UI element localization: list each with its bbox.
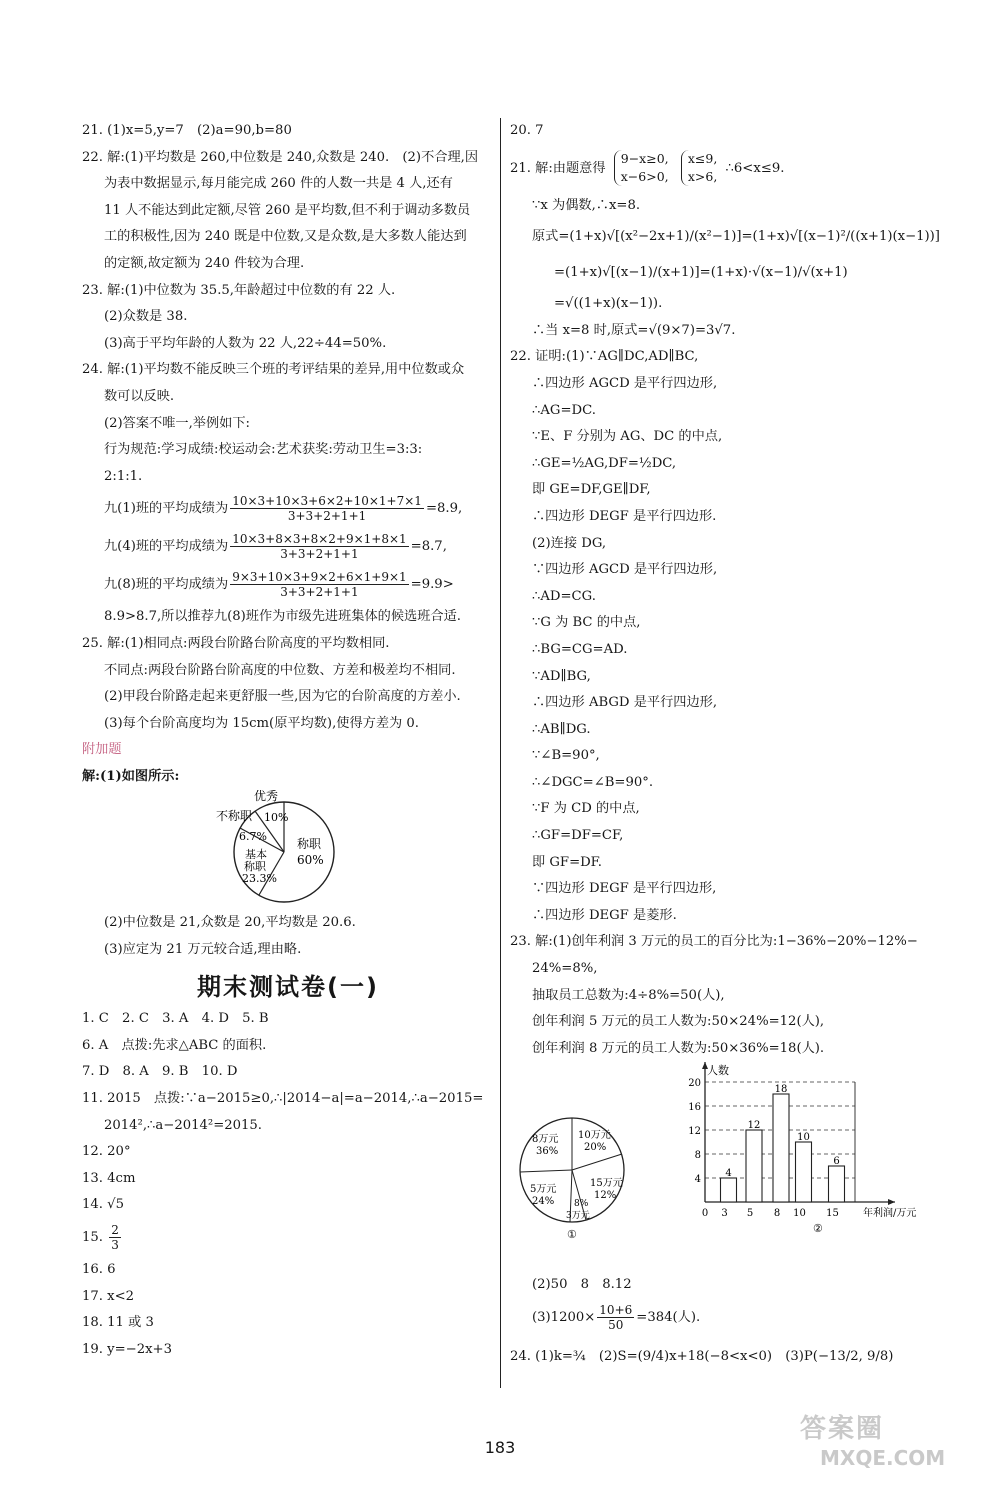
svg-text:36%: 36% xyxy=(536,1146,559,1158)
bar xyxy=(829,1166,845,1202)
x-tick-label: 15 xyxy=(826,1208,839,1220)
svg-text:6.7%: 6.7% xyxy=(239,830,267,844)
answer-r23: 23. 解:(1)创年利润 3 万元的员工的百分比为:1−36%−20%−12%− 24%=8%, 抽取员工总数为:4÷8%=50(人), 创年利润 5 万元的员工人数为:50×24%=12(人), 创年利润 8 万元的员工人数为:50×36%=18(人). xyxy=(510,934,918,1056)
x-tick-label: 3 xyxy=(721,1208,728,1220)
svg-text:8万元: 8万元 xyxy=(532,1134,559,1146)
bar-value-label: 4 xyxy=(725,1168,732,1180)
bar xyxy=(746,1130,762,1202)
pie-label-unqualified: 不称职 xyxy=(216,809,253,824)
answer-15: 15. $\frac{2}{3}$ xyxy=(82,1223,119,1252)
bar-value-label: 10 xyxy=(797,1132,810,1144)
svg-text:3万元: 3万元 xyxy=(566,1211,590,1222)
svg-text:8%: 8% xyxy=(574,1199,589,1210)
pie-chart-rating xyxy=(82,790,482,910)
y-tick-label: 16 xyxy=(688,1102,701,1114)
x-tick-label: 5 xyxy=(746,1208,754,1220)
watermark-url: MXQE.COM xyxy=(820,1446,946,1470)
bar-value-label: 18 xyxy=(774,1084,788,1096)
right-column: 20. 7 21. 解:由题意得 9−x≥0, x−6>0, x≤9, x>6, ∴6<x≤9. ∵x 为偶数,∴x=8. 原式=(1+x)√[(x²−2x+1)/(x²−1)]=(1+x)√[(x−1)²/((x+1)(x−1))] =(1+x)√[(x−1)/(x+1)]=(1+x)·√(x−1)/√(x+1) =√((1+x)(x−1)). ∴当 x=8 时,原式=√(9×7)=3√7. 22. 证明:(1)∵AG∥DC,AD∥BC, ∴四边形 AGCD 是平行四边形, ∴AG=DC. ∵E、F 分别为 AG、DC 的中点, ∴GE=½AG,DF=½DC, 即 GE=DF,GE∥DF, ∴四边形 DEGF 是平行四边形. (2)连接 DG, ∵四边形 AGCD 是平行四边形, ∴AD=CG. ∵G 为 BC 的中点, ∴BG=CG=AD. ∵AD∥BG, ∴四边形 ABGD 是平行四边形, ∴AB∥DG. ∵∠B=90°, ∴∠DGC=∠B=90°. ∵F 为 CD 的中点, ∴GF=DF=CF, 即 GF=DF. ∵四边形 DEGF 是平行四边形, ∴四边形 DEGF 是菱形. 23. 解:(1)创年利润 3 万元的员工的百分比为:1−36%−20%−12%− 24%=8%, 抽取员工总数为:4÷8%=50(人), 创年利润 5 万元的员工人数为:50×24%=12(人), 创年利润 8 万元的员工人数为:50×36%=18(人). 8万元 36% 10万元 20% 5万元 24% 15万元 12% 8% 3万元 ① 4 8 12 16 20 人数 0 3 5 8 10 15 年利润/万元 4 12 18 10 6 ② (2)50 8 8.12 (3)1200× $\frac{10+6}{50}$ =384(人). 24. (1)k=¾ (2)S=(9/4)x+18(−8<x<0) (3)P(−13/2, 9/8) xyxy=(510,123,940,1364)
formula-class-4: 九(4)班的平均成绩为 $\frac{10\times 3+8\times 3+8\times 2+9\times 1+8\times 1}{3+3+2+1+1}$ =8.7, xyxy=(104,532,447,562)
x-tick-label: 10 xyxy=(793,1208,806,1220)
column-divider xyxy=(500,118,501,1388)
x-tick-label: 8 xyxy=(773,1208,781,1220)
svg-text:10%: 10% xyxy=(264,811,289,825)
pie-chart-profit xyxy=(510,1110,640,1240)
watermark-logo: 答案圈 xyxy=(800,1414,885,1444)
bar-value-label: 6 xyxy=(833,1156,840,1168)
svg-text:5万元: 5万元 xyxy=(530,1184,557,1196)
svg-text:基本: 基本 xyxy=(245,848,267,862)
svg-text:24%: 24% xyxy=(532,1196,555,1208)
svg-text:15万元: 15万元 xyxy=(590,1178,623,1190)
svg-text:20%: 20% xyxy=(584,1142,607,1154)
formula-class-8: 九(8)班的平均成绩为 $\frac{9\times 3+10\times 3+9\times 2+6\times 1+9\times 1}{3+3+2+1+1}$ =9.9> xyxy=(104,570,454,600)
x-axis-arrow xyxy=(888,1199,895,1205)
bar-value-label: 12 xyxy=(747,1120,761,1132)
svg-text:23.3%: 23.3% xyxy=(242,872,277,886)
svg-text:12%: 12% xyxy=(594,1190,617,1202)
answer-23: 23. 解:(1)中位数为 35.5,年龄超过中位数的有 22 人. (2)众数是 38. (3)高于平均年龄的人数为 22 人,22÷44=50%. xyxy=(82,282,396,351)
extra-intro: 解:(1)如图所示: xyxy=(82,768,180,784)
figures-row xyxy=(510,1062,930,1272)
pie-label-excellent: 优秀 xyxy=(254,790,279,804)
answer-r23-3: (3)1200× $\frac{10+6}{50}$ =384(人). xyxy=(532,1303,701,1332)
answer-21: 21. (1)x=5,y=7 (2)a=90,b=80 xyxy=(82,123,292,138)
bar xyxy=(796,1142,812,1202)
x-axis-label: 年利润/万元 xyxy=(863,1208,917,1220)
answer-24: 24. 解:(1)平均数不能反映三个班的考评结果的差异,用中位数或众 数可以反映. (2)答案不唯一,举例如下: 行为规范:学习成绩:校运动会:艺术获奖:劳动卫生=3:3: 2:1:1. 九(1)班的平均成绩为 $\frac{10\times 3+10\times 3+6\times 2+10\times 1+7\times 1}{3+3+2+1+1}$ =8.9, 九(4)班的平均成绩为 $\frac{10\times 3+8\times 3+8\times 2+9\times 1+8\times 1}{3+3+2+1+1}$ =8.7, 九(8)班的平均成绩为 $\frac{9\times 3+10\times 3+9\times 2+6\times 1+9\times 1}{3+3+2+1+1}$ =9.9> 8.9>8.7,所以推荐九(8)班作为市级先进班集体的候选班合适. xyxy=(82,357,494,631)
svg-text:称职: 称职 xyxy=(244,860,266,874)
svg-text:①: ① xyxy=(567,1228,577,1241)
svg-text:60%: 60% xyxy=(297,853,324,868)
y-tick-label: 12 xyxy=(688,1126,701,1138)
extra-title: 附加题 xyxy=(82,742,122,758)
answer-25: 25. 解:(1)相同点:两段台阶路台阶高度的平均数相同. 不同点:两段台阶路台阶高度的中位数、方差和极差均不相同. (2)甲段台阶路走起来更舒服一些,因为它的台阶高度的方差小. (3)每个台阶高度均为 15cm(原平均数),使得方差为 0. xyxy=(82,635,461,731)
left-column: 21. (1)x=5,y=7 (2)a=90,b=80 22. 解:(1)平均数是 260,中位数是 240,众数是 240. (2)不合理,因 为表中数据显示,每月能完成 260 件的人数一共是 4 人,还有 11 人不能达到此定额,尽管 260 是平均数,但不利于调动多数员 工的积极性,因为 240 既是中位数,又是众数,是大多数人能达到 的定额,故定额为 240 件较为合理. 23. 解:(1)中位数为 35.5,年龄超过中位数的有 22 人. (2)众数是 38. (3)高于平均年龄的人数为 22 人,22÷44=50%. 24. 解:(1)平均数不能反映三个班的考评结果的差异,用中位数或众 数可以反映. (2)答案不唯一,举例如下: 行为规范:学习成绩:校运动会:艺术获奖:劳动卫生=3:3: 2:1:1. 九(1)班的平均成绩为 $\frac{10\times 3+10\times 3+6\times 2+10\times 1+7\times 1}{3+3+2+1+1}$ =8.9, 九(4)班的平均成绩为 $\frac{10\times 3+8\times 3+8\times 2+9\times 1+8\times 1}{3+3+2+1+1}$ =8.7, 九(8)班的平均成绩为 $\frac{9\times 3+10\times 3+9\times 2+6\times 1+9\times 1}{3+3+2+1+1}$ =9.9> 8.9>8.7,所以推荐九(8)班作为市级先进班集体的候选班合适. 25. 解:(1)相同点:两段台阶路台阶高度的平均数相同. 不同点:两段台阶路台阶高度的中位数、方差和极差均不相同. (2)甲段台阶路走起来更舒服一些,因为它的台阶高度的方差小. (3)每个台阶高度均为 15cm(原平均数),使得方差为 0. 附加题 解:(1)如图所示: 优秀 不称职 10% 6.7% 基本 称职 23.3% 称职 60% (2)中位数是 21,众数是 20,平均数是 20.6. (3)应定为 21 万元较合适,理由略. 期末测试卷(一) 1. C 2. C 3. A 4. D 5. B 6. A 点拨:先求△ABC 的面积. 7. D 8. A 9. B 10. D 11. 2015 点拨:∵a−2015≥0,∴|2014−a|=a−2014,∴a−2015= 2014²,∴a−2014²=2015. 12. 20° 13. 4cm 14. √5 15. $\frac{2}{3}$ 16. 6 17. x<2 18. 11 或 3 19. y=−2x+3 xyxy=(82,118,494,1363)
y-axis-label: 人数 xyxy=(707,1064,729,1078)
bar-chart-profit xyxy=(665,1062,925,1272)
answer-r22: 22. 证明:(1)∵AG∥DC,AD∥BC, ∴四边形 AGCD 是平行四边形, ∴AG=DC. ∵E、F 分别为 AG、DC 的中点, ∴GE=½AG,DF=½DC, 即 GE=DF,GE∥DF, ∴四边形 DEGF 是平行四边形. (2)连接 DG, ∵四边形 AGCD 是平行四边形, ∴AD=CG. ∵G 为 BC 的中点, ∴BG=CG=AD. ∵AD∥BG, ∴四边形 ABGD 是平行四边形, ∴AB∥DG. ∵∠B=90°, ∴∠DGC=∠B=90°. ∵F 为 CD 的中点, ∴GF=DF=CF, 即 GF=DF. ∵四边形 DEGF 是平行四边形, ∴四边形 DEGF 是菱形. xyxy=(510,349,723,923)
y-tick-label: 20 xyxy=(688,1078,701,1090)
answer-r21-system: 21. 解:由题意得 9−x≥0, x−6>0, x≤9, x>6, ∴6<x≤9. xyxy=(510,151,785,185)
chart-caption: ② xyxy=(813,1222,823,1236)
x-tick-label: 0 xyxy=(701,1208,709,1220)
y-tick-label: 4 xyxy=(694,1174,701,1186)
answer-22: 22. 解:(1)平均数是 260,中位数是 240,众数是 240. (2)不合理,因 为表中数据显示,每月能完成 260 件的人数一共是 4 人,还有 11 人不能达到此定额,尽管 260 是平均数,但不利于调动多数员 工的积极性,因为 240 既是中位数,又是众数,是大多数人能达到 的定额,故定额为 240 件较为合理. xyxy=(82,149,479,271)
bar xyxy=(773,1094,789,1202)
bar xyxy=(721,1178,737,1202)
y-tick-label: 8 xyxy=(694,1150,701,1162)
page-number: 183 xyxy=(484,1438,516,1457)
section-title: 期末测试卷(一) xyxy=(197,972,379,1001)
svg-text:称职: 称职 xyxy=(297,837,322,852)
formula-class-1: 九(1)班的平均成绩为 $\frac{10\times 3+10\times 3+6\times 2+10\times 1+7\times 1}{3+3+2+1+1}$ =8.9, xyxy=(104,494,463,524)
svg-text:10万元: 10万元 xyxy=(578,1130,611,1142)
